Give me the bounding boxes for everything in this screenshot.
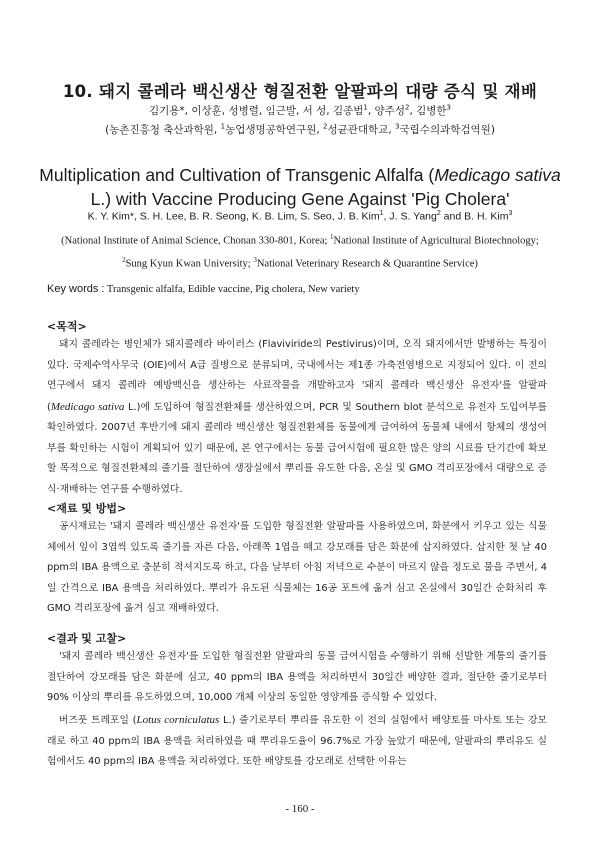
methods-paragraph: 공시재료는 '돼지 콜레라 백신생산 유전자'를 도입한 형질전환 알팔파를 사용하였으며, 화분에서 키우고 있는 식물체에서 잎이 3엽씩 있도록 줄기를 자른 다음, 아래쪽 1엽을 떼고 강모래를 담은 화분에 삽지하였다. 삽지한 첫 날 40 ppm의 IBA 용액으로 충분히 적셔지도록 하고, 다음 날부터 아침 저녁으로 수분이 마르지 않을 정도로 물을 주면서, 4일 간격으로 IBA 용액을 처리하였다. 뿌리가 유도된 식물체는 16공 포트에 옮겨 심고 온실에서 30일간 순화처리 후 GMO 격리포장에 옮겨 심고 재배하였다. <box>47 521 547 614</box>
purpose-paragraph: 돼지 콜레라는 병인체가 돼지콜레라 바이러스 (Flaviviride의 Pestivirus)이며, 오직 돼지에서만 발병하는 특징이 있다. 국제수역사무국 (OIE)에서 A급 질병으로 분류되며, 국내에서는 제1종 가축전염병으로 지정되어 있다. 이 전의 연구에서 돼지 콜레라 예방백신을 생산하는 사료작물을 개발하고자 '돼지 콜레라 백신생산 유전자'를 알팔파 (Medicago sativa L.)에 도입하여 형질전환체를 생산하였으며, PCR 및 Southern blot 분석으로 유전자 도입여부를 확인하였다. 2007년 후반기에 돼지 콜레라 백신생산 형질전환체를 동물에게 급여하여 동물체 내에서 항체의 생성여부를 확인하는 시험이 계획되어 있기 때문에, 본 연구에서는 동물 급여시험에 필요한 많은 양의 시료를 단기간에 확보할 목적으로 형질전환체의 줄기를 절단하여 생장실에서 뿌리를 유도한 다음, 온실 및 GMO 격리포장에서 대량으로 증식·재배하는 연구를 수행하였다. <box>47 339 547 495</box>
korean-affiliations: (농촌진흥청 축산과학원, $^1$농업생명공학연구원, $^2$성균관대학교, $^3$국립수의과학검역원) <box>105 122 495 136</box>
keywords-label: Key words : <box>47 283 105 295</box>
english-affiliations: (National Institute of Animal Science, Chonan 330-801, Korea; $^1$National Institute of Agricultural Biotechnology; $^2$Sung Kyun Kwan University; $^3$National Veterinary Research & Quarantine Service) <box>61 233 539 269</box>
english-authors: K. Y. Kim*, S. H. Lee, B. R. Seong, K. B. Lim, S. Seo, J. B. Kim$^1$, J. S. Yang$^2$ and B. H. Kim$^3$ <box>87 210 513 223</box>
korean-title: 10. 돼지 콜레라 백신생산 형질전환 알팔파의 대량 증식 및 재배 <box>62 82 538 101</box>
results-paragraph-2: 버즈풋 트레포일 (Lotus corniculatus L.) 줄기로부터 뿌리를 유도한 이 전의 실험에서 배양토를 마사토 또는 강모래로 하고 40 ppm의 IBA 용액을 처리하였을 때 뿌리유도율이 96.7%로 가장 높았기 때문에, 알팔파의 뿌리유도 실험에서도 40 ppm의 IBA 용액을 처리하였다. 또한 배양토를 강모래로 선택한 이유는 <box>47 714 548 767</box>
english-title: Multiplication and Cultivation of Transgenic Alfalfa (Medicago sativa L.) with Vaccine Producing Gene Against 'Pig Cholera' <box>39 165 561 209</box>
purpose-heading: <목적> <box>47 320 87 333</box>
keywords <box>47 283 360 295</box>
page-number: - 160 - <box>285 803 315 815</box>
korean-authors: 김기용*, 이상훈, 성병렬, 임근발, 서 성, 김종범$^1$, 양주성$^2$, 김병한$^3$ <box>148 103 452 117</box>
results-paragraph-1: '돼지 콜레라 백신생산 유전자'를 도입한 형질전환 알팔파의 동물 급여시험을 수행하기 위해 선발한 계통의 줄기를 절단하여 강모래를 담은 화분에 심고, 40 ppm의 IBA 용액을 처리하면서 30일간 배양한 결과, 절단한 줄기로부터 90% 이상의 뿌리를 유도하였으며, 10,000 개체 이상의 동일한 영양계를 증식할 수 있었다. <box>47 651 547 703</box>
methods-heading: <재료 및 방법> <box>47 502 127 515</box>
results-heading: <결과 및 고찰> <box>47 632 127 645</box>
keywords-text: Transgenic alfalfa, Edible vaccine, Pig cholera, New variety <box>106 284 360 295</box>
